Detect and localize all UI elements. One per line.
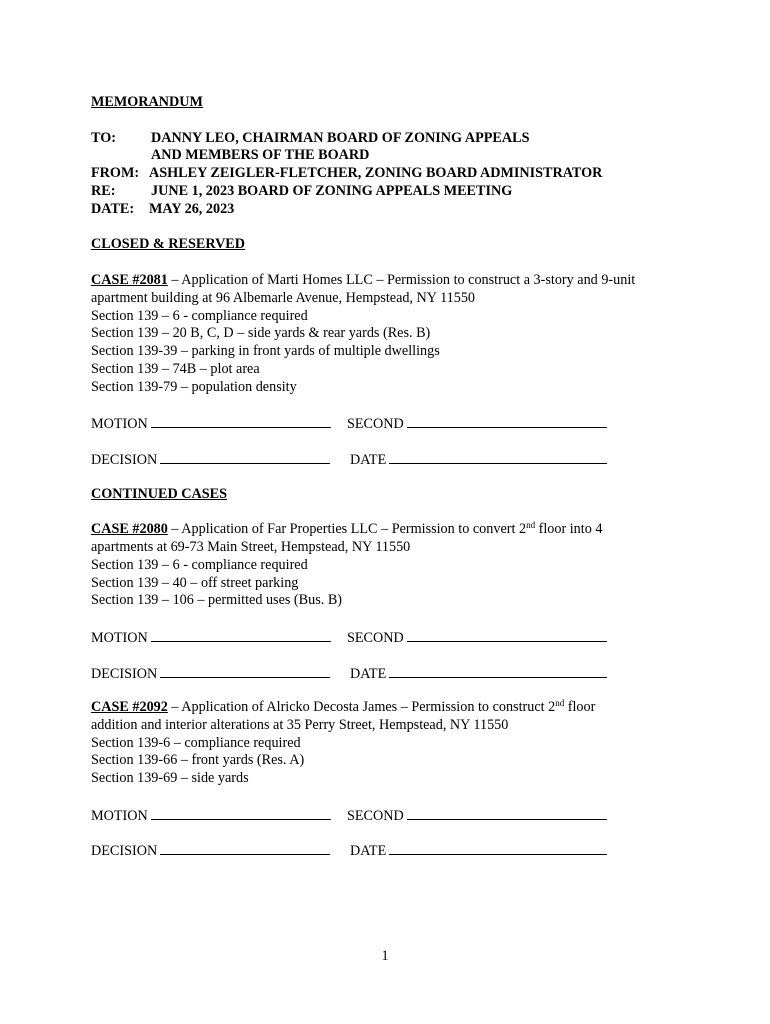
code-section: Section 139 – 20 B, C, D – side yards & rear yards (Res. B) <box>91 325 431 342</box>
to-value: DANNY LEO, CHAIRMAN BOARD OF ZONING APPEALS <box>151 129 530 146</box>
case-number: CASE #2080 <box>91 521 168 538</box>
code-section: Section 139 – 106 – permitted uses (Bus. B) <box>91 592 343 609</box>
re-label: RE: <box>91 182 116 199</box>
case-number: CASE #2092 <box>91 699 168 716</box>
from-label: FROM: <box>91 165 140 182</box>
re-value: JUNE 1, 2023 BOARD OF ZONING APPEALS MEETING <box>151 182 513 199</box>
to-line <box>91 130 691 148</box>
decision-label: DECISION <box>91 843 158 860</box>
section-heading-continued: CONTINUED CASES <box>91 485 227 502</box>
second-label: SECOND <box>347 416 404 433</box>
to-label: TO: <box>91 129 116 146</box>
date-line <box>91 201 691 219</box>
second-blank[interactable] <box>407 414 607 428</box>
decision-blank[interactable] <box>160 450 330 464</box>
to-value-2: AND MEMBERS OF THE BOARD <box>151 147 370 164</box>
section-heading-closed: CLOSED & RESERVED <box>91 236 246 253</box>
decision-blank[interactable] <box>160 841 330 855</box>
second-blank[interactable] <box>407 628 607 642</box>
date-label: DATE: <box>91 200 135 217</box>
date-value: MAY 26, 2023 <box>149 200 235 217</box>
second-label: SECOND <box>347 807 404 824</box>
code-section: Section 139 – 40 – off street parking <box>91 574 299 591</box>
memo-page <box>91 94 691 859</box>
date-blank[interactable] <box>389 664 607 678</box>
motion-second-row <box>91 806 691 824</box>
decision-date-row <box>91 450 691 468</box>
date-sign-label: DATE <box>350 665 387 682</box>
code-section: Section 139 – 74B – plot area <box>91 360 260 377</box>
motion-blank[interactable] <box>151 414 331 428</box>
decision-date-row <box>91 841 691 859</box>
case-number: CASE #2081 <box>91 271 168 288</box>
code-section: Section 139-79 – population density <box>91 378 297 395</box>
motion-blank[interactable] <box>151 628 331 642</box>
decision-label: DECISION <box>91 665 158 682</box>
code-section: Section 139 – 6 - compliance required <box>91 307 308 324</box>
page-number: 1 <box>381 948 389 964</box>
motion-label: MOTION <box>91 629 148 646</box>
motion-label: MOTION <box>91 416 148 433</box>
code-section: Section 139-66 – front yards (Res. A) <box>91 752 305 769</box>
case-2081-desc: CASE #2081 – Application of Marti Homes LLC – Permission to construct a 3-story and 9-unit <box>91 271 636 288</box>
date-sign-label: DATE <box>350 843 387 860</box>
to-line-2 <box>91 147 691 165</box>
date-blank[interactable] <box>389 450 607 464</box>
case-2080-desc-2: apartments at 69-73 Main Street, Hempstead, NY 11550 <box>91 538 411 555</box>
date-blank[interactable] <box>389 841 607 855</box>
second-label: SECOND <box>347 629 404 646</box>
decision-date-row <box>91 664 691 682</box>
re-line <box>91 183 691 201</box>
from-line <box>91 165 691 183</box>
case-2081-desc-2: apartment building at 96 Albemarle Avenue, Hempstead, NY 11550 <box>91 289 476 306</box>
case-2092-desc: CASE #2092 – Application of Alricko Decosta James – Permission to construct 2nd floor <box>91 698 596 716</box>
code-section: Section 139 – 6 - compliance required <box>91 556 308 573</box>
decision-blank[interactable] <box>160 664 330 678</box>
motion-second-row <box>91 628 691 646</box>
decision-label: DECISION <box>91 451 158 468</box>
from-value: ASHLEY ZEIGLER-FLETCHER, ZONING BOARD ADMINISTRATOR <box>149 165 603 182</box>
case-2080-desc: CASE #2080 – Application of Far Properties LLC – Permission to convert 2nd floor into 4 <box>91 520 603 538</box>
code-section: Section 139-39 – parking in front yards of multiple dwellings <box>91 343 440 360</box>
motion-label: MOTION <box>91 807 148 824</box>
case-2092-desc-2: addition and interior alterations at 35 Perry Street, Hempstead, NY 11550 <box>91 716 509 733</box>
date-sign-label: DATE <box>350 451 387 468</box>
motion-second-row <box>91 414 691 432</box>
motion-blank[interactable] <box>151 806 331 820</box>
code-section: Section 139-6 – compliance required <box>91 734 301 751</box>
second-blank[interactable] <box>407 806 607 820</box>
code-section: Section 139-69 – side yards <box>91 770 249 787</box>
memo-title: MEMORANDUM <box>91 94 203 110</box>
